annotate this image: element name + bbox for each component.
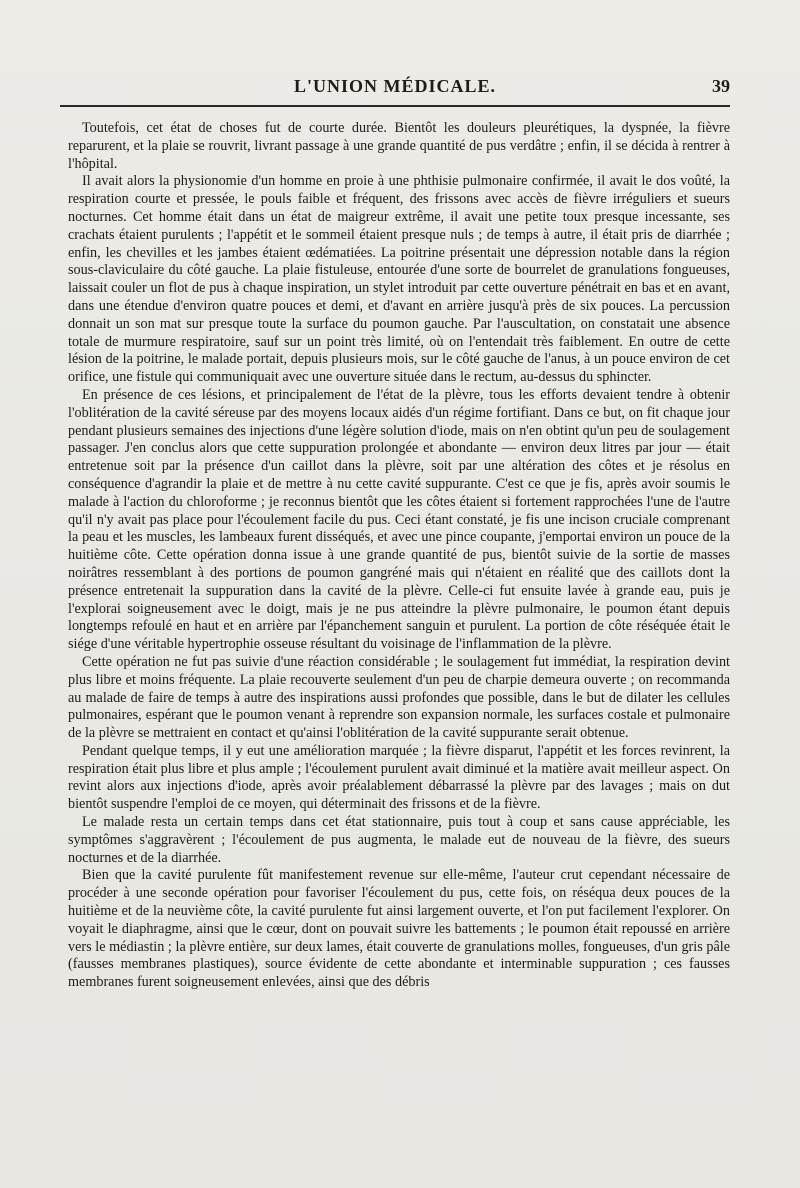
header-rule [60,105,730,107]
paragraph-2: Il avait alors la physionomie d'un homme en proie à une phthisie pulmonaire confirmée, il avait le dos voûté, la respiration courte et pressée, le pouls faible et fréquent, des frissons avec accès de fièvre irréguliers et sueurs nocturnes. Cet homme était dans un état de maigreur extrême, il avait une petite toux presque incessante, ses crachats étaient purulents ; l'appétit et le sommeil étaient presque nuls ; de temps à autre, il était pris de diarrhée ; enfin, les chevilles et les jambes étaient œdématiées. La poitrine présentait une dépression notable dans la région sous-claviculaire du côté gauche. La plaie fistuleuse, entourée d'une sorte de bourrelet de granulations fongueuses, laissait couler un flot de pus à chaque inspiration, un stylet introduit par cette ouverture pénétrait en bas et en avant, dans une étendue d'environ quatre pouces et demi, et d'avant en arrière jusqu'à près de six pouces. La percussion donnait un son mat sur presque toute la surface du poumon gauche. Par l'auscultation, on constatait une absence totale de murmure respiratoire, sauf sur un point très limité, où on l'entendait très faiblement. En outre de cette lésion de la poitrine, le malade portait, depuis plusieurs mois, sur le côté gauche de l'anus, à un pouce environ de cet orifice, une fistule qui communiquait avec une ouverture située dans le rectum, au-dessus du sphincter. [68,173,730,386]
journal-title: L'UNION MÉDICALE. [293,76,497,96]
paragraph-6: Le malade resta un certain temps dans cet état stationnaire, puis tout à coup et sans cause appréciable, les symptômes s'aggravèrent ; l'écoulement de pus augmenta, le malade eut de nouveau de la fièvre, des sueurs nocturnes et de la diarrhée. [68,814,730,866]
article-body [68,120,730,992]
paragraph-1: Toutefois, cet état de choses fut de courte durée. Bientôt les douleurs pleurétiques, la dyspnée, la fièvre reparurent, et la plaie se rouvrit, livrant passage à une grande quantité de pus verdâtre ; enfin, il se décida à rentrer à l'hôpital. [68,120,730,172]
page-header [60,74,730,104]
page-number: 39 [712,76,730,96]
paragraph-5: Pendant quelque temps, il y eut une amélioration marquée ; la fièvre disparut, l'appétit et les forces revinrent, la respiration était plus libre et plus ample ; l'écoulement purulent avait diminué et la matière avait meilleur aspect. On revint alors aux injections d'iode, après avoir préalablement débarrassé la plèvre par des lavages ; mais on dut bientôt suspendre l'emploi de ce moyen, qui déterminait des frissons et de la fièvre. [68,742,730,813]
paragraph-7: Bien que la cavité purulente fût manifestement revenue sur elle-même, l'auteur crut cependant nécessaire de procéder à une seconde opération pour favoriser l'écoulement du pus, cette fois, on réséqua deux pouces de la huitième et de la neuvième côte, la cavité purulente fut ainsi largement ouverte, et l'on put facilement l'explorer. On voyait le diaphragme, ainsi que le cœur, dont on pouvait suivre les battements ; le poumon était repoussé en arrière vers le médiastin ; la plèvre entière, sur deux lames, était couverte de granulations molles, fongueuses, d'un gris pâle (fausses membranes plastiques), source évidente de cette abondante et interminable suppuration ; ces fausses membranes furent soigneusement enlevées, ainsi que des débris [68,867,730,991]
paragraph-4: Cette opération ne fut pas suivie d'une réaction considérable ; le soulagement fut immédiat, la respiration devint plus libre et moins fréquente. La plaie recouverte seulement d'un peu de charpie demeura ouverte ; on recommanda au malade de faire de temps à autre des inspirations aussi profondes que possible, dans le but de dilater les cellules pulmonaires, espérant que le poumon venant à reprendre son expansion normale, les surfaces costale et pulmonaire de la plèvre se mettraient en contact et qu'ainsi l'oblitération de la cavité suppurante serait obtenue. [68,653,730,742]
paragraph-3: En présence de ces lésions, et principalement de l'état de la plèvre, tous les efforts devaient tendre à obtenir l'oblitération de la cavité séreuse par des moyens locaux aidés d'un régime fortifiant. Dans ce but, on fit chaque jour pendant plusieurs semaines des injections d'une légère solution d'iode, mais on n'en obtint qu'un peu de soulagement passager. J'en conclus alors que cette suppuration prolongée et abondante — environ deux litres par jour — était entretenue soit par la présence d'un caillot dans la plèvre, soit par une altération des côtes et je résolus en conséquence d'agrandir la plaie et de mettre à nu cette cavité suppurante. C'est ce que je fis, après avoir soumis le malade à l'action du chloroforme ; je reconnus bientôt que les côtes étaient si fortement rapprochées l'une de l'autre qu'il n'y avait pas place pour l'écoulement facile du pus. Ceci étant constaté, je fis une incison cruciale comprenant la peau et les muscles, les lambeaux furent disséqués, et avec une pince coupante, j'emportai environ un pouce de la huitième côte. Cette opération donna issue à une grande quantité de pus, bientôt suivie de la sortie de masses noirâtres ressemblant à des portions de poumon gangréné mais qui n'étaient en réalité que des caillots dont la présence entretenait la suppuration dans la cavité de la plèvre. Celle-ci fut ensuite lavée à grande eau, puis je l'explorai soigneusement avec le doigt, mais je ne pus atteindre la plèvre pulmonaire, le poumon étant depuis longtemps refoulé en haut et en arrière par l'épanchement sanguin et purulent. La portion de côte réséquée était le siége d'une véritable hypertrophie osseuse résultant du voisinage de l'inflammation de la plèvre. [68,386,730,653]
